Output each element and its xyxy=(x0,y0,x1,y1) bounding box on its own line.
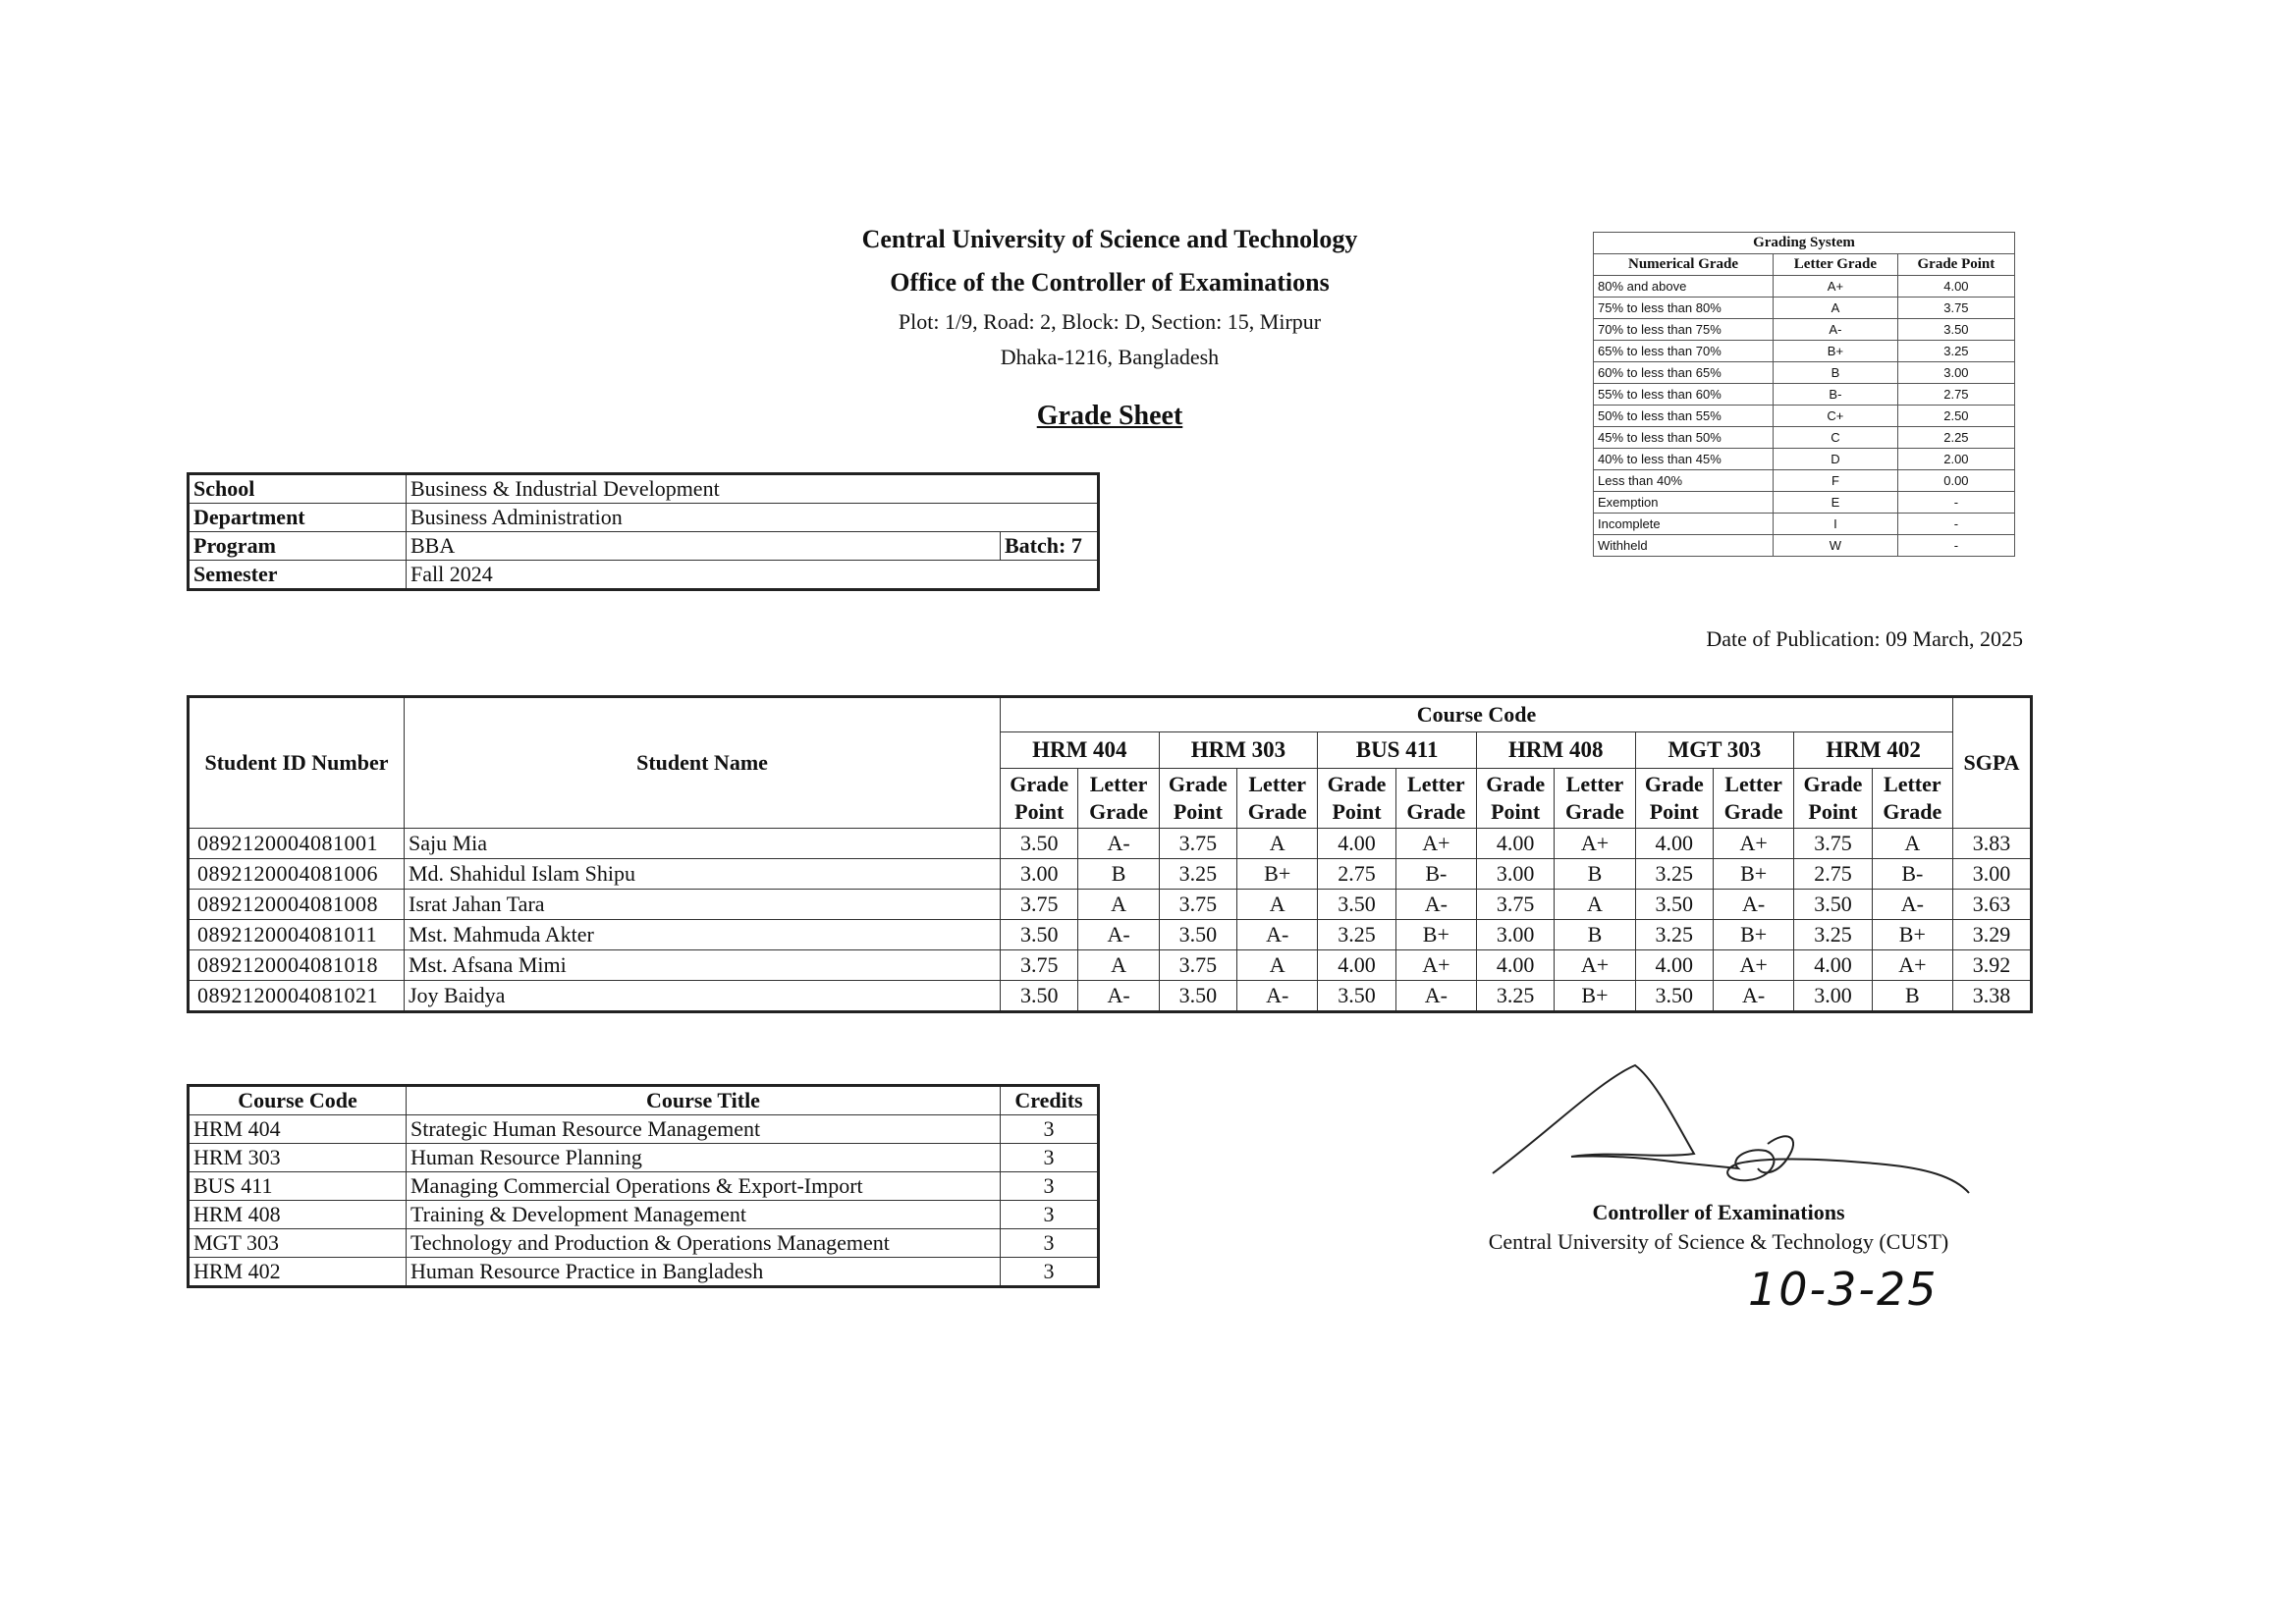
letter-grade: A+ xyxy=(1872,950,1952,981)
letter-grade: B- xyxy=(1395,859,1476,890)
grading-letter: B xyxy=(1774,362,1898,384)
grading-header-point: Grade Point xyxy=(1897,254,2014,276)
letter-grade: A xyxy=(1555,890,1635,920)
grading-point: 2.25 xyxy=(1897,427,2014,449)
grade-point: 2.75 xyxy=(1794,859,1872,890)
letter-grade-header: Letter Grade xyxy=(1714,769,1794,829)
department-label: Department xyxy=(189,504,407,532)
letter-grade: A xyxy=(1078,950,1159,981)
department-value: Business Administration xyxy=(407,504,1099,532)
grade-point-header: Grade Point xyxy=(1318,769,1395,829)
course-code: HRM 303 xyxy=(189,1144,407,1172)
course-list-header-credits: Credits xyxy=(1001,1086,1099,1115)
table-row xyxy=(189,981,2032,1012)
course-list-rows xyxy=(189,1115,1099,1287)
letter-grade-header: Letter Grade xyxy=(1555,769,1635,829)
letter-grade: A+ xyxy=(1555,950,1635,981)
course-title: Technology and Production & Operations Management xyxy=(407,1229,1001,1258)
info-row-department xyxy=(189,504,1099,532)
grading-letter: I xyxy=(1774,514,1898,535)
student-name: Joy Baidya xyxy=(405,981,1001,1012)
grading-row xyxy=(1594,362,2015,384)
letter-grade: A xyxy=(1078,890,1159,920)
sgpa-value: 3.38 xyxy=(1953,981,2032,1012)
table-row xyxy=(189,920,2032,950)
course-credits: 3 xyxy=(1001,1172,1099,1201)
grading-numerical: Exemption xyxy=(1594,492,1774,514)
grading-point: 0.00 xyxy=(1897,470,2014,492)
student-name: Israt Jahan Tara xyxy=(405,890,1001,920)
grade-point-header: Grade Point xyxy=(1794,769,1872,829)
grading-letter: A- xyxy=(1774,319,1898,341)
semester-value: Fall 2024 xyxy=(407,561,1099,590)
letter-grade: A- xyxy=(1078,829,1159,859)
grading-row xyxy=(1594,427,2015,449)
grade-point: 3.75 xyxy=(1159,890,1236,920)
letter-grade: A- xyxy=(1237,981,1318,1012)
info-row-program xyxy=(189,532,1099,561)
grading-point: - xyxy=(1897,535,2014,557)
grading-title: Grading System xyxy=(1594,233,2015,254)
grading-numerical: 45% to less than 50% xyxy=(1594,427,1774,449)
student-id: 0892120004081011 xyxy=(189,920,405,950)
grade-point-header: Grade Point xyxy=(1635,769,1713,829)
grading-letter: B- xyxy=(1774,384,1898,406)
grading-letter: C+ xyxy=(1774,406,1898,427)
student-name: Md. Shahidul Islam Shipu xyxy=(405,859,1001,890)
letter-grade: A+ xyxy=(1714,950,1794,981)
course-code: BUS 411 xyxy=(189,1172,407,1201)
grade-point: 3.00 xyxy=(1794,981,1872,1012)
table-row xyxy=(189,829,2032,859)
grading-row xyxy=(1594,470,2015,492)
student-info-table xyxy=(187,472,1100,591)
grade-point: 3.50 xyxy=(1001,981,1078,1012)
grading-letter: A+ xyxy=(1774,276,1898,298)
course-row xyxy=(189,1229,1099,1258)
grading-row xyxy=(1594,341,2015,362)
course-credits: 3 xyxy=(1001,1258,1099,1287)
grade-point: 4.00 xyxy=(1635,829,1713,859)
letter-grade: A- xyxy=(1078,981,1159,1012)
grade-point-header: Grade Point xyxy=(1476,769,1554,829)
letter-grade: A xyxy=(1237,829,1318,859)
grade-point: 3.50 xyxy=(1001,920,1078,950)
letter-grade: A xyxy=(1237,950,1318,981)
grading-header-numerical: Numerical Grade xyxy=(1594,254,1774,276)
student-id: 0892120004081001 xyxy=(189,829,405,859)
letter-grade-header: Letter Grade xyxy=(1078,769,1159,829)
table-row xyxy=(189,950,2032,981)
letter-grade: B xyxy=(1555,920,1635,950)
course-header: BUS 411 xyxy=(1318,732,1477,769)
letter-grade: A- xyxy=(1714,890,1794,920)
sgpa-header: SGPA xyxy=(1953,697,2032,829)
letter-grade: A xyxy=(1872,829,1952,859)
letter-grade: B+ xyxy=(1237,859,1318,890)
sgpa-value: 3.63 xyxy=(1953,890,2032,920)
semester-label: Semester xyxy=(189,561,407,590)
letter-grade: B+ xyxy=(1714,920,1794,950)
letter-grade: A- xyxy=(1237,920,1318,950)
sgpa-value: 3.29 xyxy=(1953,920,2032,950)
student-id: 0892120004081018 xyxy=(189,950,405,981)
handwritten-date: 10-3-25 xyxy=(1748,1263,1939,1316)
course-row xyxy=(189,1144,1099,1172)
grade-point: 3.75 xyxy=(1001,950,1078,981)
grading-row xyxy=(1594,535,2015,557)
letter-grade: A+ xyxy=(1714,829,1794,859)
grade-point: 3.25 xyxy=(1318,920,1395,950)
grading-system-table xyxy=(1593,232,2015,557)
grading-point: - xyxy=(1897,492,2014,514)
grading-point: 2.00 xyxy=(1897,449,2014,470)
grading-rows xyxy=(1594,276,2015,557)
grading-numerical: 65% to less than 70% xyxy=(1594,341,1774,362)
course-code: MGT 303 xyxy=(189,1229,407,1258)
sgpa-value: 3.83 xyxy=(1953,829,2032,859)
publication-date: Date of Publication: 09 March, 2025 xyxy=(1706,626,2023,651)
letter-grade-header: Letter Grade xyxy=(1872,769,1952,829)
course-row xyxy=(189,1172,1099,1201)
grading-numerical: 70% to less than 75% xyxy=(1594,319,1774,341)
grading-letter: C xyxy=(1774,427,1898,449)
letter-grade: B+ xyxy=(1395,920,1476,950)
grade-point: 3.75 xyxy=(1476,890,1554,920)
letter-grade: A+ xyxy=(1395,829,1476,859)
course-row xyxy=(189,1258,1099,1287)
grade-point: 4.00 xyxy=(1635,950,1713,981)
student-name: Mst. Afsana Mimi xyxy=(405,950,1001,981)
grade-point: 4.00 xyxy=(1318,950,1395,981)
student-id-header: Student ID Number xyxy=(189,697,405,829)
results-table xyxy=(187,695,2033,1013)
student-id: 0892120004081006 xyxy=(189,859,405,890)
grade-point: 3.50 xyxy=(1635,981,1713,1012)
results-header-row-1 xyxy=(189,697,2032,732)
grading-row xyxy=(1594,406,2015,427)
letter-grade-header: Letter Grade xyxy=(1395,769,1476,829)
table-row xyxy=(189,859,2032,890)
grading-header-letter: Letter Grade xyxy=(1774,254,1898,276)
letter-grade-header: Letter Grade xyxy=(1237,769,1318,829)
signatory-title: Controller of Examinations xyxy=(1592,1200,1845,1224)
letter-grade: B xyxy=(1078,859,1159,890)
grading-numerical: 50% to less than 55% xyxy=(1594,406,1774,427)
grading-point: 3.25 xyxy=(1897,341,2014,362)
letter-grade: B+ xyxy=(1714,859,1794,890)
results-header xyxy=(189,697,2032,829)
grade-point: 4.00 xyxy=(1476,829,1554,859)
school-value: Business & Industrial Development xyxy=(407,474,1099,504)
course-title: Training & Development Management xyxy=(407,1201,1001,1229)
grade-point: 3.00 xyxy=(1476,859,1554,890)
grading-letter: B+ xyxy=(1774,341,1898,362)
grade-point: 3.00 xyxy=(1476,920,1554,950)
document-header xyxy=(589,218,1630,375)
course-header: HRM 402 xyxy=(1794,732,1953,769)
course-header: HRM 408 xyxy=(1476,732,1635,769)
course-credits: 3 xyxy=(1001,1115,1099,1144)
grade-point: 3.50 xyxy=(1794,890,1872,920)
letter-grade: A- xyxy=(1395,890,1476,920)
school-label: School xyxy=(189,474,407,504)
grade-point: 4.00 xyxy=(1794,950,1872,981)
address-line-1: Plot: 1/9, Road: 2, Block: D, Section: 15, Mirpur xyxy=(898,309,1322,334)
grading-row xyxy=(1594,514,2015,535)
grade-point: 3.75 xyxy=(1794,829,1872,859)
grade-point: 3.00 xyxy=(1001,859,1078,890)
course-header: MGT 303 xyxy=(1635,732,1794,769)
university-name: Central University of Science and Technology xyxy=(861,225,1358,253)
student-id: 0892120004081021 xyxy=(189,981,405,1012)
grading-letter: D xyxy=(1774,449,1898,470)
letter-grade: A xyxy=(1237,890,1318,920)
grade-point: 3.75 xyxy=(1001,890,1078,920)
course-credits: 3 xyxy=(1001,1201,1099,1229)
grading-row xyxy=(1594,276,2015,298)
grade-point: 3.25 xyxy=(1635,920,1713,950)
grade-point: 3.75 xyxy=(1159,829,1236,859)
grading-numerical: Less than 40% xyxy=(1594,470,1774,492)
grade-point: 3.75 xyxy=(1159,950,1236,981)
signatory-organization: Central University of Science & Technology (CUST) xyxy=(1488,1229,1949,1254)
grading-point: 3.75 xyxy=(1897,298,2014,319)
letter-grade: B+ xyxy=(1555,981,1635,1012)
program-label: Program xyxy=(189,532,407,561)
letter-grade: B xyxy=(1555,859,1635,890)
grading-point: - xyxy=(1897,514,2014,535)
grading-numerical: 55% to less than 60% xyxy=(1594,384,1774,406)
grade-point-header: Grade Point xyxy=(1001,769,1078,829)
grading-row xyxy=(1594,492,2015,514)
grade-point: 3.50 xyxy=(1318,981,1395,1012)
grading-numerical: 80% and above xyxy=(1594,276,1774,298)
grading-letter: F xyxy=(1774,470,1898,492)
office-name: Office of the Controller of Examinations xyxy=(890,268,1330,297)
grade-point: 3.25 xyxy=(1794,920,1872,950)
course-title: Strategic Human Resource Management xyxy=(407,1115,1001,1144)
info-row-school xyxy=(189,474,1099,504)
grade-point: 3.50 xyxy=(1635,890,1713,920)
grade-point: 4.00 xyxy=(1318,829,1395,859)
grading-row xyxy=(1594,319,2015,341)
student-name: Saju Mia xyxy=(405,829,1001,859)
letter-grade: A+ xyxy=(1395,950,1476,981)
grading-letter: A xyxy=(1774,298,1898,319)
course-title: Human Resource Planning xyxy=(407,1144,1001,1172)
course-row xyxy=(189,1115,1099,1144)
grading-point: 2.50 xyxy=(1897,406,2014,427)
grade-point: 3.50 xyxy=(1318,890,1395,920)
course-list-table xyxy=(187,1084,1100,1288)
letter-grade: A- xyxy=(1872,890,1952,920)
sheet-title: Grade Sheet xyxy=(1036,401,1183,431)
grading-point: 3.50 xyxy=(1897,319,2014,341)
course-code: HRM 404 xyxy=(189,1115,407,1144)
program-value: BBA xyxy=(407,532,1001,561)
grade-point: 2.75 xyxy=(1318,859,1395,890)
grade-point: 3.25 xyxy=(1635,859,1713,890)
course-credits: 3 xyxy=(1001,1229,1099,1258)
student-id: 0892120004081008 xyxy=(189,890,405,920)
grade-point: 3.25 xyxy=(1159,859,1236,890)
letter-grade: A- xyxy=(1078,920,1159,950)
course-header: HRM 404 xyxy=(1001,732,1160,769)
letter-grade: A- xyxy=(1714,981,1794,1012)
letter-grade: B+ xyxy=(1872,920,1952,950)
grade-point: 3.50 xyxy=(1159,920,1236,950)
grade-point: 3.50 xyxy=(1001,829,1078,859)
course-header: HRM 303 xyxy=(1159,732,1318,769)
grading-numerical: 40% to less than 45% xyxy=(1594,449,1774,470)
course-title: Managing Commercial Operations & Export-Import xyxy=(407,1172,1001,1201)
course-list-header-code: Course Code xyxy=(189,1086,407,1115)
results-rows xyxy=(189,829,2032,1012)
sgpa-value: 3.92 xyxy=(1953,950,2032,981)
info-row-semester xyxy=(189,561,1099,590)
course-code: HRM 402 xyxy=(189,1258,407,1287)
course-code: HRM 408 xyxy=(189,1201,407,1229)
student-name: Mst. Mahmuda Akter xyxy=(405,920,1001,950)
grading-numerical: 60% to less than 65% xyxy=(1594,362,1774,384)
course-row xyxy=(189,1201,1099,1229)
course-title: Human Resource Practice in Bangladesh xyxy=(407,1258,1001,1287)
grading-numerical: 75% to less than 80% xyxy=(1594,298,1774,319)
letter-grade: A- xyxy=(1395,981,1476,1012)
grade-point: 3.25 xyxy=(1476,981,1554,1012)
course-list-header-title: Course Title xyxy=(407,1086,1001,1115)
batch-value: Batch: 7 xyxy=(1001,532,1099,561)
grading-row xyxy=(1594,384,2015,406)
grading-numerical: Incomplete xyxy=(1594,514,1774,535)
grading-row xyxy=(1594,449,2015,470)
grading-point: 3.00 xyxy=(1897,362,2014,384)
letter-grade: A+ xyxy=(1555,829,1635,859)
grade-point: 3.50 xyxy=(1159,981,1236,1012)
grading-letter: W xyxy=(1774,535,1898,557)
course-code-header: Course Code xyxy=(1001,697,1953,732)
course-credits: 3 xyxy=(1001,1144,1099,1172)
grading-point: 2.75 xyxy=(1897,384,2014,406)
grading-point: 4.00 xyxy=(1897,276,2014,298)
grading-numerical: Withheld xyxy=(1594,535,1774,557)
grade-point-header: Grade Point xyxy=(1159,769,1236,829)
grade-point: 4.00 xyxy=(1476,950,1554,981)
grading-letter: E xyxy=(1774,492,1898,514)
letter-grade: B xyxy=(1872,981,1952,1012)
grading-row xyxy=(1594,298,2015,319)
address-line-2: Dhaka-1216, Bangladesh xyxy=(1000,345,1220,369)
letter-grade: B- xyxy=(1872,859,1952,890)
table-row xyxy=(189,890,2032,920)
sgpa-value: 3.00 xyxy=(1953,859,2032,890)
student-name-header: Student Name xyxy=(405,697,1001,829)
